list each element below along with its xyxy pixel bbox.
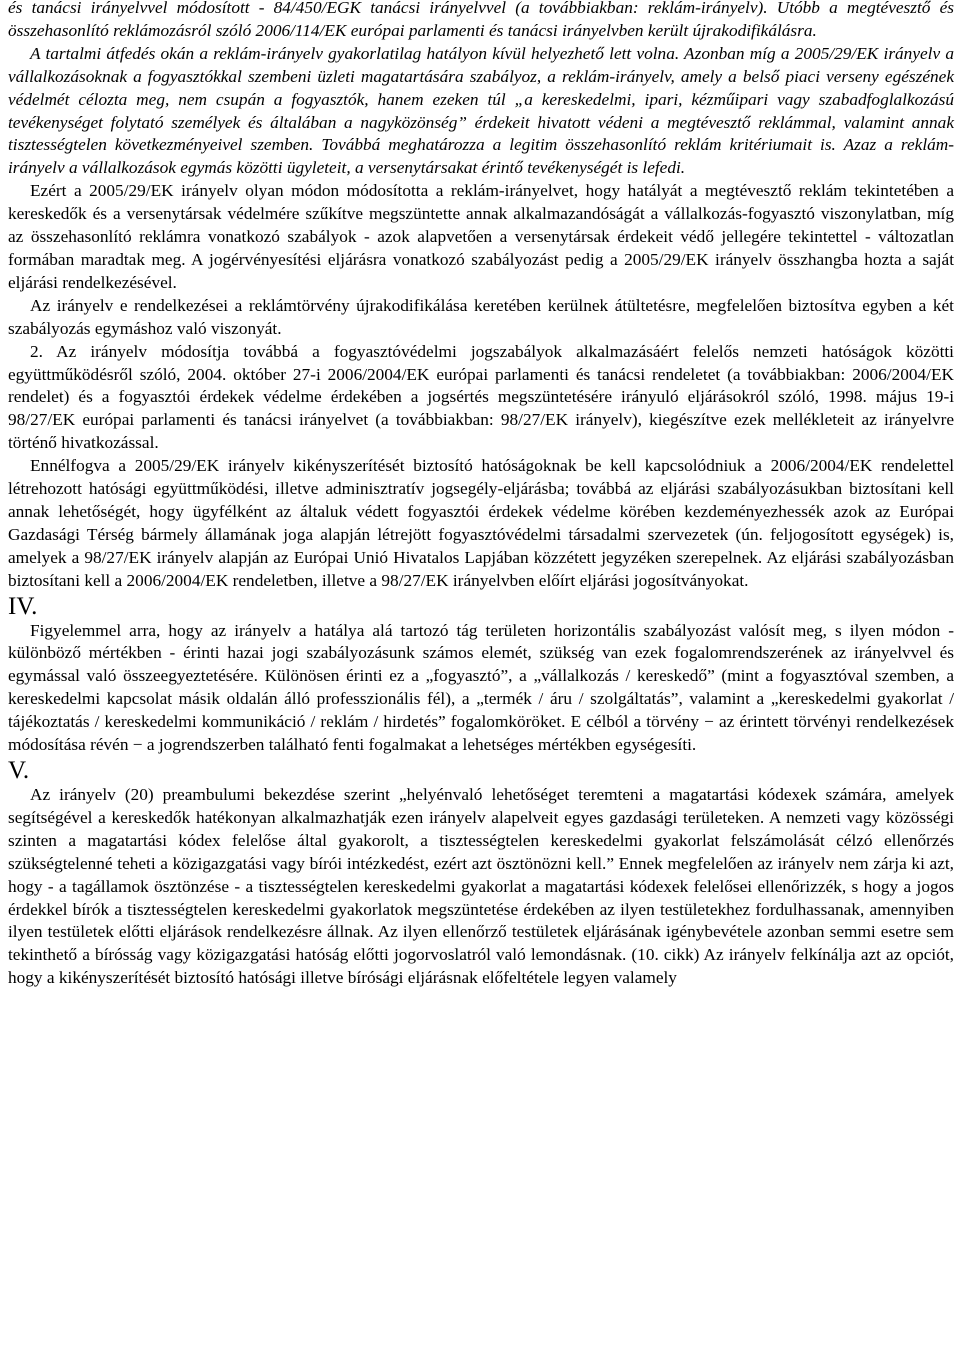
paragraph-intro: és tanácsi irányelvvel módosított - 84/450/EGK tanácsi irányelvvel (a továbbiakban: reklám-irányelv). Utóbb a megtévesztő és összehasonlító reklámozásról szóló 2006/114/EK európai parlamenti és tanácsi irányelvben került újrakodifikálásra. bbox=[8, 0, 954, 40]
paragraph-point-2: 2. Az irányelv módosítja továbbá a fogyasztóvédelmi jogszabályok alkalmazásáért felelős nemzeti hatóságok közötti együttműködésről szóló, 2004. október 27-i 2006/2004/EK európai parlamenti és tanácsi rendeletet (a továbbiakban: 2006/2004/EK rendelet) és a fogyasztói érdekek védelme érdekében a jogsértés megszüntetésére irányuló eljárásokról szóló, 1998. május 19-i 98/27/EK európai parlamenti és tanácsi irányelvet (a továbbiakban: 98/27/EK irányelv), kiegészítve ezek mellékleteit az irányelvre történő hivatkozással. bbox=[8, 341, 954, 453]
paragraph-overlap: A tartalmi átfedés okán a reklám-irányelv gyakorlatilag hatályon kívül helyezhető lett volna. Azonban míg a 2005/29/EK irányelv a vállalkozásoknak a fogyasztókkal szembeni üzleti magatartására szabályoz, a reklám-irányelv, amely a belső piaci verseny egészének védelmét célozta meg, nem csupán a fogyasztók, hanem ezeken túl „a kereskedelmi, ipari, kézműipari vagy szabadfoglalkozású tevékenységet folytató személyek és általában a nagyközönség” érdekeit hivatott védeni a megtévesztő reklámmal, valamint annak tisztességtelen következményeivel szemben. Továbbá meghatározza a legitim összehasonlító reklám kritériumait is. Azaz a reklám-irányelv a vállalkozások egymás közötti ügyleteit, a versenytársakat érintő tevékenységét is lefedi. bbox=[8, 43, 954, 178]
paragraph-enforcement: Ennélfogva a 2005/29/EK irányelv kikényszerítését biztosító hatóságoknak be kell kapcsolódniuk a 2006/2004/EK rendelettel létrehozott hatósági együttműködési, illetve adminisztratív jogsegély-eljárásba; továbbá az eljárási szabályozásukban biztosítani kell annak lehetőségét, hogy ügyfélként az általuk védett fogyasztói érdekek védelme körében kezdeményezhessék azok az Európai Gazdasági Térség bármely államának joga alapján létrejött fogyasztóvédelmi társadalmi szervezetek (ún. feljogosított egységek) is, amelyek a 98/27/EK irányelv alapján az Európai Unió Hivatalos Lapjában közzétett jegyzéken szerepelnek. Az eljárási szabályozásban biztosítani kell a 2006/2004/EK rendeletben, illetve a 98/27/EK irányelvben előírt eljárási jogosítványokat. bbox=[8, 456, 954, 590]
section-heading-iv: IV. bbox=[8, 592, 38, 620]
paragraph-amendment: Ezért a 2005/29/EK irányelv olyan módon módosította a reklám-irányelvet, hogy hatályát a megtévesztő reklám tekintetében a kereskedők és a versenytársak védelmére szűkítve megszüntette annak alkalmazandóságát a vállalkozás-fogyasztó viszonylatban, míg az összehasonlító reklámra vonatkozó szabályok - azok alapvetően a versenytársak érdekeit védő jellegére tekintettel - változatlan formában maradtak meg. A jogérvényesítési eljárásra vonatkozó szabályozást pedig a 2005/29/EK irányelv összhangba hozta a saját eljárási rendelkezésével. bbox=[8, 181, 954, 292]
section-heading-v: V. bbox=[8, 757, 30, 784]
paragraph-horizontal-regulation: Figyelemmel arra, hogy az irányelv a hatálya alá tartozó tág területen horizontális szabályozást valósít meg, s ilyen módon - különböző mértékben - érinti hazai jogi szabályozásunk számos elemét, szükség van ezek fogalomrendszerének az irányelvvel és egymással való összeegyeztetésére. Különösen érinti ez a „fogyasztó”, a „vállalkozás / kereskedő” (mint a fogyasztóval szemben, a kereskedelmi kapcsolat másik oldalán álló professzionális fél), a „termék / áru / szolgáltatás”, valamint a „kereskedelmi gyakorlat / tájékoztatás / kereskedelmi kommunikáció / reklám / hirdetés” fogalomköröket. E célból a törvény − az érintett törvényi rendelkezések módosítása révén − a jogrendszerben található fenti fogalmakat a lehetséges mértékben egységesíti. bbox=[8, 620, 954, 755]
document-page bbox=[8, 0, 954, 990]
paragraph-transposition: Az irányelv e rendelkezései a reklámtörvény újrakodifikálása keretében kerülnek átültetésre, megfelelően biztosítva egyben a két szabályozás egymáshoz való viszonyát. bbox=[8, 295, 954, 338]
paragraph-codes-of-conduct: Az irányelv (20) preambulumi bekezdése szerint „helyénvaló lehetőséget teremteni a magatartási kódexek számára, amelyek segítségével a kereskedők hatékonyan alkalmazhatják ezen irányelv alapelveit egyes gazdasági területeken. A nemzeti vagy közösségi szinten a magatartási kódex felelőse által gyakorolt, a tisztességtelen kereskedelmi gyakorlat felszámolását célzó ellenőrzés szükségtelenné teheti a közigazgatási vagy bírói intézkedést, ezért azt ösztönözni kell.” Ennek megfelelően az irányelv nem zárja ki azt, hogy - a tagállamok ösztönzése - a tisztességtelen kereskedelmi gyakorlat a magatartási kódexek felelősei ellenőrizzék, s hogy a jogos érdekkel bírók a tisztességtelen kereskedelmi gyakorlatok megszüntetése érdekében az ilyen testületekhez fordulhassanak, amennyiben ilyen testületek előtti eljárások rendelkezésre állnak. Az ilyen ellenőrző testületek eljárásának igénybevétele azonban semmi esetre sem tekinthető a bírósság vagy közigazgatási hatóság előtti jogorvoslatról való lemondásnak. (10. cikk) Az irányelv felkínálja azt az opciót, hogy a kikényszerítését biztosító hatósági illetve bírósági eljárásnak előfeltétele legyen valamely bbox=[8, 785, 954, 988]
